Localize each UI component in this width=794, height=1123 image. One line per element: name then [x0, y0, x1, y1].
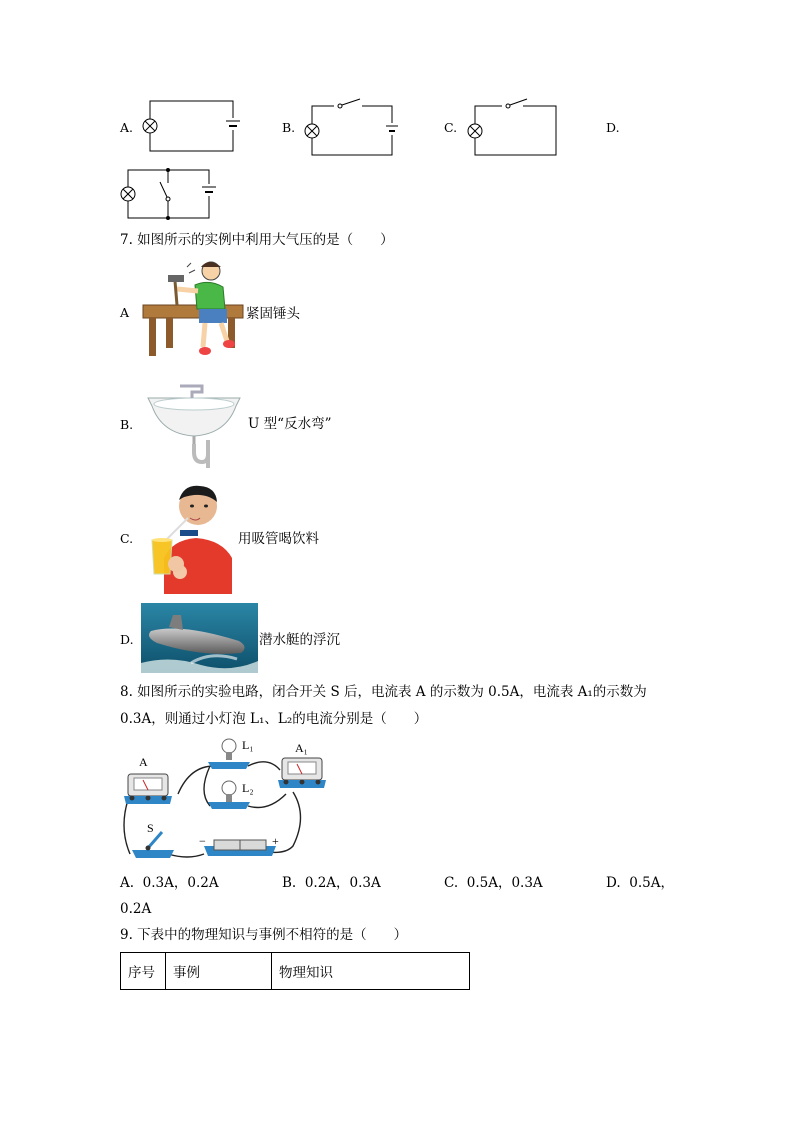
- q9-stem: 9. 下表中的物理知识与事例不相符的是（ ）: [120, 927, 408, 943]
- q8-label-lamp-l1: L₁: [242, 738, 254, 752]
- q6-circuit-c: [465, 98, 565, 158]
- q8-label-ammeter-a: A: [139, 755, 148, 769]
- q7-submarine-photo: [141, 603, 258, 673]
- q8-option-d: [606, 874, 674, 892]
- q7-option-c-letter: C.: [120, 531, 134, 546]
- q7-option-c-text: 用吸管喝饮料: [238, 531, 319, 547]
- q8-option-d-text: 0.5A，: [629, 875, 674, 891]
- q6-circuit-d: [118, 166, 218, 222]
- q8-label-lamp-l2: L₂: [242, 781, 254, 795]
- table-header-cell: 事例: [166, 953, 272, 990]
- table-header-cell: 序号: [121, 953, 166, 990]
- q8-option-b-letter: B.: [282, 875, 297, 891]
- q7-option-b-letter: B.: [120, 417, 134, 432]
- q8-label-switch-s: S: [147, 821, 154, 835]
- q8-option-d-wrap: 0.2A: [120, 901, 152, 917]
- q6-option-b-letter: B.: [282, 120, 296, 135]
- q8-label-ammeter-a1: A₁: [295, 741, 308, 755]
- q7-sink-illustration: [146, 382, 242, 468]
- q6-circuit-b: [302, 98, 402, 158]
- q8-option-c-text: 0.5A，0.3A: [466, 875, 543, 891]
- q7-boy-drinking-photo: [150, 482, 234, 594]
- q8-option-b-text: 0.2A，0.3A: [304, 875, 381, 891]
- q8-label-plus: +: [272, 834, 279, 848]
- q8-option-a-letter: A.: [120, 875, 135, 891]
- q8-option-a: [120, 874, 219, 892]
- q8-option-d-letter: D.: [606, 875, 621, 891]
- q7-option-b-text: U 型“反水弯”: [248, 416, 332, 432]
- q6-option-d-letter: D.: [606, 120, 620, 135]
- table-header-cell: 物理知识: [272, 953, 470, 990]
- q8-option-c-letter: C.: [444, 875, 459, 891]
- q6-option-a-letter: A.: [120, 120, 134, 135]
- q8-label-minus: −: [199, 834, 206, 848]
- q8-option-a-text: 0.3A，0.2A: [142, 875, 219, 891]
- q7-stem: 7. 如图所示的实例中利用大气压的是（ ）: [120, 232, 394, 248]
- q7-option-d-text: 潜水艇的浮沉: [259, 632, 340, 648]
- q8-option-c: [444, 874, 543, 892]
- q7-hammer-illustration: [143, 261, 245, 358]
- q6-circuit-a: [140, 98, 240, 154]
- q8-option-b: [282, 874, 381, 892]
- q8-stem-line2: 0.3A，则通过小灯泡 L₁、L₂的电流分别是（ ）: [120, 711, 428, 727]
- table-header-row: [121, 953, 470, 990]
- q8-stem-line1: 8. 如图所示的实验电路，闭合开关 S 后，电流表 A 的示数为 0.5A，电流表 A₁的示数为: [120, 684, 647, 700]
- q7-option-d-letter: D.: [120, 632, 134, 647]
- q9-table: [120, 952, 470, 990]
- q6-option-c-letter: C.: [444, 120, 458, 135]
- q7-option-a-text: 紧固锤头: [246, 306, 300, 322]
- q7-option-a-letter: A: [120, 305, 130, 320]
